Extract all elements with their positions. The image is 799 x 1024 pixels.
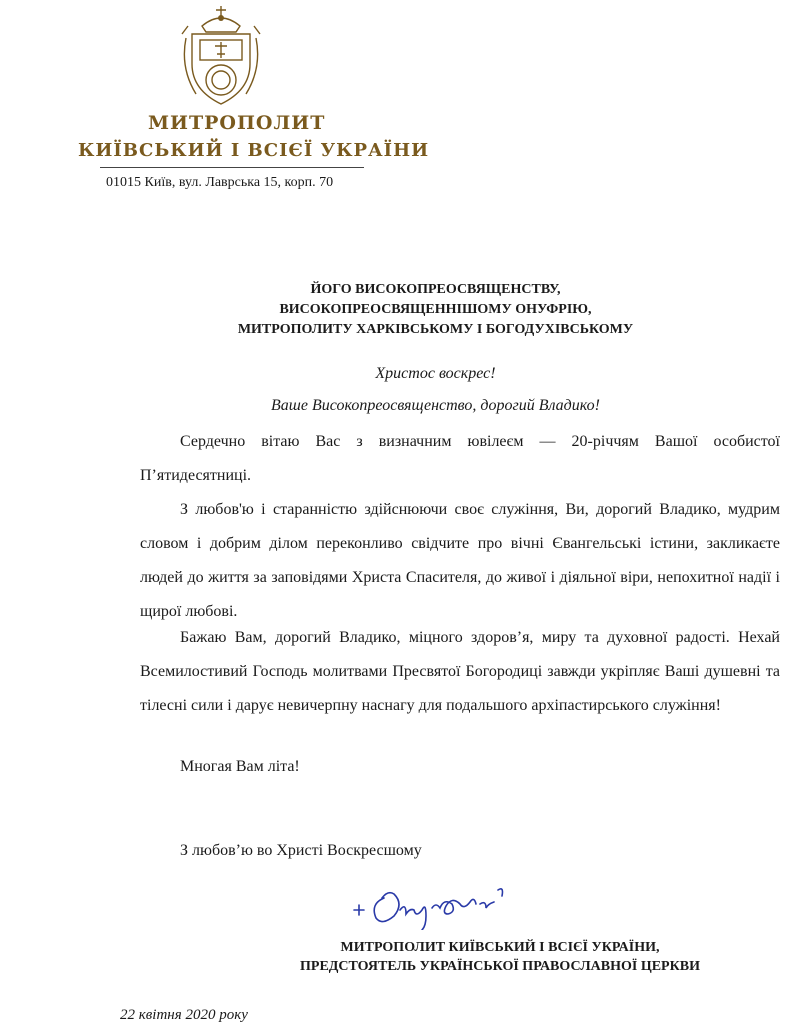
letterhead-title-line1: МИТРОПОЛИТ: [148, 112, 326, 134]
body-wish: Многая Вам літа!: [180, 758, 300, 775]
addressee-line: ВИСОКОПРЕОСВЯЩЕННІШОМУ ОНУФРІЮ,: [279, 302, 592, 317]
addressee-block: [0, 280, 799, 340]
signer-title-block: [180, 938, 740, 976]
closing-line: З любов’ю во Христі Воскресшому: [180, 842, 422, 859]
coat-of-arms-icon: [178, 4, 264, 106]
body-paragraph-2: З любов'ю і старанністю здійснюючи своє служіння, Ви, дорогий Владико, мудрим словом і добрим ділом переконливо свідчите про вічні Євангельські істини, закликаєте людей до життя за заповідями Христа Спасителя, до живої і діяльної віри, непохитної надії і щирої любові.: [140, 501, 780, 620]
signer-title-line1: МИТРОПОЛИТ КИЇВСЬКИЙ І ВСІЄЇ УКРАЇНИ,: [340, 940, 660, 955]
addressee-line: ЙОГО ВИСОКОПРЕОСВЯЩЕНСТВУ,: [310, 282, 561, 297]
addressee-line: МИТРОПОЛИТУ ХАРКІВСЬКОМУ І БОГОДУХІВСЬКОМУ: [237, 322, 634, 337]
body-paragraph-3: Бажаю Вам, дорогий Владико, міцного здоров’я, миру та духовної радості. Нехай Всемилостивий Господь молитвами Пресвятої Богородиці завжди укріпляє Ваші душевні та тілесні сили і дарує невичерпну наснагу для подальшого архіпастирського служіння!: [140, 629, 780, 714]
handwritten-signature: [350, 880, 550, 930]
greeting-salutation: Ваше Високопреосвященство, дорогий Владико!: [271, 397, 600, 414]
body-paragraph-1: Сердечно вітаю Вас з визначним ювілеєм — 20-річчям Вашої особистої П’ятидесятниці.: [140, 433, 780, 484]
letterhead-divider: [100, 167, 364, 168]
letter-date: 22 квітня 2020 року: [120, 1007, 248, 1023]
letterhead-address: 01015 Київ, вул. Лаврська 15, корп. 70: [106, 175, 334, 190]
greeting-christ-is-risen: Христос воскрес!: [375, 365, 496, 382]
signer-title-line2: ПРЕДСТОЯТЕЛЬ УКРАЇНСЬКОЇ ПРАВОСЛАВНОЇ ЦЕРКВИ: [300, 959, 700, 974]
letterhead-title-line2: КИЇВСЬКИЙ І ВСІЄЇ УКРАЇНИ: [78, 140, 430, 161]
